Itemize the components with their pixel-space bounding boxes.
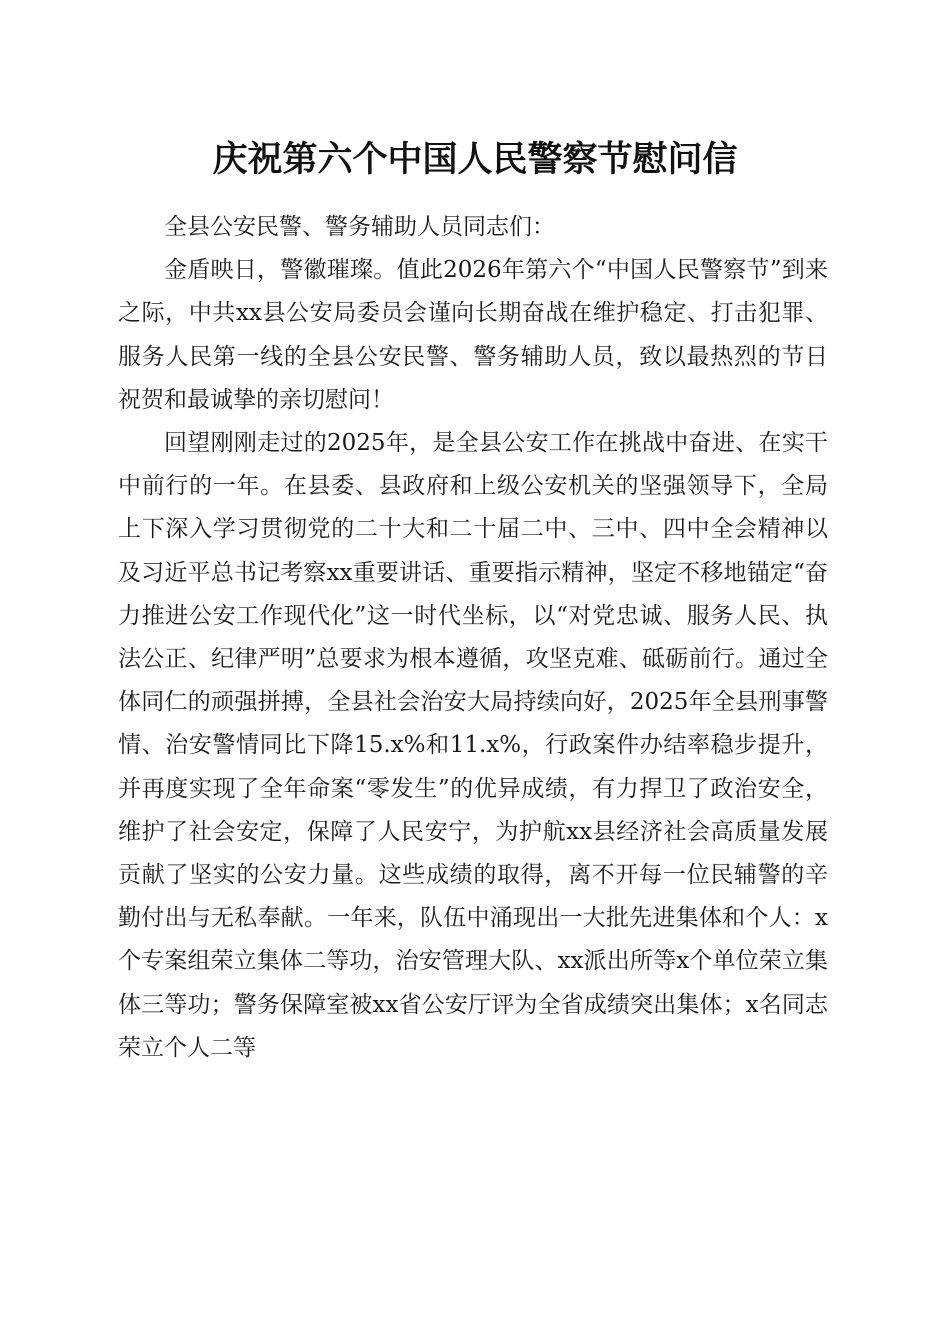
salutation: 全县公安民警、警务辅助人员同志们： — [164, 214, 555, 240]
paragraph-greeting: 金盾映日，警徽璀璨。值此2026年第六个“中国人民警察节”到来之际，中共xx县公安局委员会谨向长期奋战在维护稳定、打击犯罪、服务人民第一线的全县公安民警、警务辅助人员，致以最热烈的节日祝贺和最诚挚的亲切慰问！ — [118, 257, 828, 413]
letter-body — [118, 206, 828, 1070]
paragraph-review: 回望刚刚走过的2025年，是全县公安工作在挑战中奋进、在实干中前行的一年。在县委、县政府和上级公安机关的坚强领导下，全局上下深入学习贯彻党的二十大和二十届二中、三中、四中全会精神以及习近平总书记考察xx重要讲话、重要指示精神，坚定不移地锚定“奋力推进公安工作现代化”这一时代坐标，以“对党忠诚、服务人民、执法公正、纪律严明”总要求为根本遵循，攻坚克难、砥砺前行。通过全体同仁的顽强拼搏，全县社会治安大局持续向好，2025年全县刑事警情、治安警情同比下降15.x%和11.x%，行政案件办结率稳步提升，并再度实现了全年命案“零发生”的优异成绩，有力捍卫了政治安全，维护了社会安定，保障了人民安宁，为护航xx县经济社会高质量发展贡献了坚实的公安力量。这些成绩的取得，离不开每一位民辅警的辛勤付出与无私奉献。一年来，队伍中涌现出一大批先进集体和个人：x个专案组荣立集体二等功，治安管理大队、xx派出所等x个单位荣立集体三等功；警务保障室被xx省公安厅评为全省成绩突出集体；x名同志荣立个人二等 — [118, 430, 828, 1061]
document-title: 庆祝第六个中国人民警察节慰问信 — [212, 139, 738, 180]
